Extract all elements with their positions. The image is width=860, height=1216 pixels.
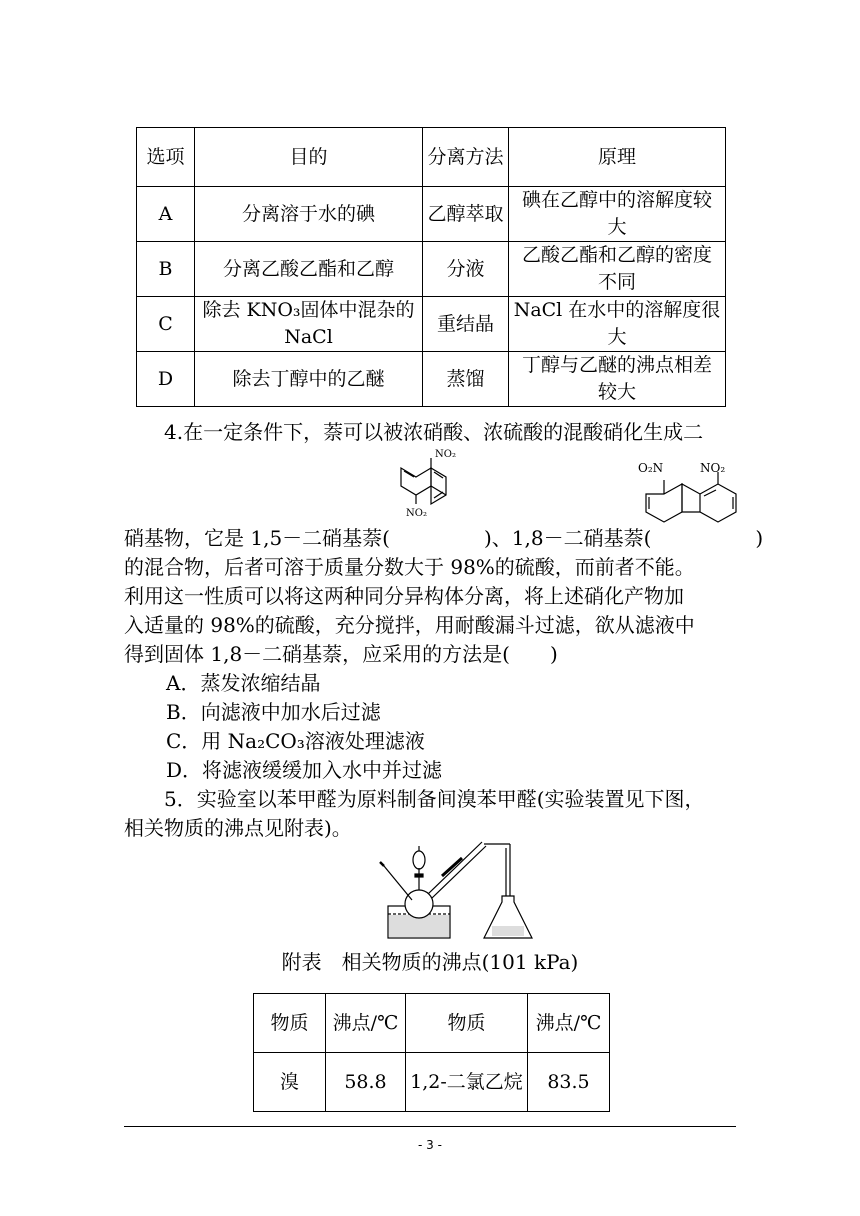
text-span: )	[755, 526, 764, 550]
q4-option-a: A．蒸发浓缩结晶	[166, 671, 321, 695]
table-cell: 分离乙酸乙酯和乙醇	[195, 242, 423, 297]
header-principle: 原理	[509, 128, 726, 187]
table-cell: A	[137, 187, 195, 242]
table-cell: 除去丁醇中的乙醚	[195, 352, 423, 407]
table-cell: 乙醇萃取	[423, 187, 509, 242]
q4-line-6: 得到固体 1,8－二硝基萘，应采用的方法是( )	[124, 642, 558, 666]
q4-line-2	[124, 524, 764, 553]
table-row	[137, 187, 726, 242]
table-cell: C	[137, 297, 195, 352]
table-row	[137, 242, 726, 297]
page-number: - 3 -	[418, 1138, 442, 1152]
nitro-label: NO₂	[435, 449, 456, 460]
header-option: 选项	[137, 128, 195, 187]
table-row	[137, 297, 726, 352]
q4-option-c: C．用 Na₂CO₃溶液处理滤液	[166, 729, 425, 753]
separation-methods-table	[136, 127, 726, 407]
appendix-table-caption: 附表 相关物质的沸点(101 kPa)	[281, 950, 579, 974]
table-cell: 1,2-二氯乙烷	[406, 1053, 528, 1112]
lab-apparatus-illustration	[370, 838, 550, 942]
q5-line-1: 5．实验室以苯甲醛为原料制备间溴苯甲醛(实验装置见下图，	[164, 787, 705, 811]
nitro-label: O₂N	[638, 461, 664, 475]
boiling-point-table	[253, 993, 610, 1112]
text-span: 硝基物，它是 1,5－二硝基萘(	[124, 526, 390, 550]
table-row	[137, 352, 726, 407]
table-cell: 83.5	[528, 1053, 610, 1112]
header-substance: 物质	[254, 994, 326, 1053]
table-header-row	[137, 128, 726, 187]
footer-divider	[124, 1126, 736, 1127]
table-header-row	[254, 994, 610, 1053]
q4-option-b: B．向滤液中加水后过滤	[166, 700, 381, 724]
table-cell: 分液	[423, 242, 509, 297]
table-cell: 丁醇与乙醚的沸点相差较大	[509, 352, 726, 407]
table-cell: 溴	[254, 1053, 326, 1112]
table-cell: 碘在乙醇中的溶解度较大	[509, 187, 726, 242]
q4-option-d: D．将滤液缓缓加入水中并过滤	[166, 758, 443, 782]
nitro-label: NO₂	[406, 508, 427, 519]
q4-line-5: 入适量的 98%的硫酸，充分搅拌，用耐酸漏斗过滤，欲从滤液中	[124, 613, 695, 637]
header-boiling-point: 沸点/℃	[528, 994, 610, 1053]
text-span: )、1,8－二硝基萘(	[483, 526, 652, 550]
q5-line-2: 相关物质的沸点见附表)。	[124, 816, 352, 840]
table-cell: 除去 KNO₃固体中混杂的 NaCl	[195, 297, 423, 352]
header-purpose: 目的	[195, 128, 423, 187]
table-cell: B	[137, 242, 195, 297]
nitro-label: NO₂	[700, 461, 726, 475]
table-cell: 58.8	[326, 1053, 406, 1112]
table-cell: D	[137, 352, 195, 407]
q4-line-3: 的混合物，后者可溶于质量分数大于 98%的硫酸，而前者不能。	[124, 555, 695, 579]
table-cell: 乙酸乙酯和乙醇的密度不同	[509, 242, 726, 297]
table-cell: 蒸馏	[423, 352, 509, 407]
table-row	[254, 1053, 610, 1112]
table-cell: 分离溶于水的碘	[195, 187, 423, 242]
header-substance: 物质	[406, 994, 528, 1053]
table-cell: NaCl 在水中的溶解度很大	[509, 297, 726, 352]
header-method: 分离方法	[423, 128, 509, 187]
q4-line-1: 4.在一定条件下，萘可以被浓硝酸、浓硫酸的混酸硝化生成二	[164, 420, 704, 444]
header-boiling-point: 沸点/℃	[326, 994, 406, 1053]
table-cell: 重结晶	[423, 297, 509, 352]
q4-line-4: 利用这一性质可以将这两种同分异构体分离，将上述硝化产物加	[124, 584, 684, 608]
